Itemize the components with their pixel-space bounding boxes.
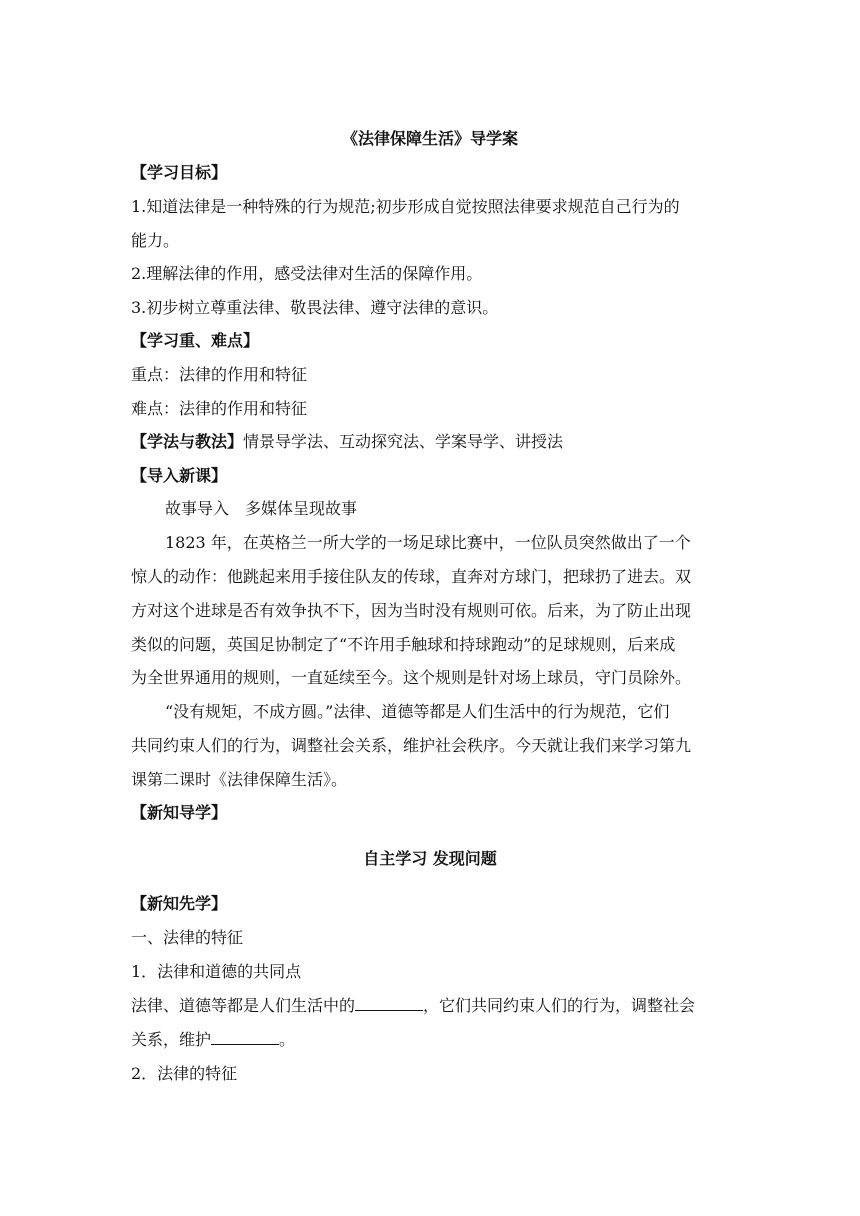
fill-blank-1[interactable] xyxy=(355,995,423,1011)
item-2-title: 2．法律的特征 xyxy=(131,1064,238,1083)
key-points-heading: 【学习重、难点】 xyxy=(131,331,260,350)
story-line-1: 1823 年，在英格兰一所大学的一场足球比赛中，一位队员突然做出了一个 xyxy=(165,533,691,552)
document-title: 《法律保障生活》导学案 xyxy=(341,129,518,148)
objective-3: 3.初步树立尊重法律、敬畏法律、遵守法律的意识。 xyxy=(131,298,499,317)
fill-text-1a: 法律、道德等都是人们生活中的 xyxy=(131,996,356,1015)
objective-1-line-1: 1.知道法律是一种特殊的行为规范;初步形成自觉按照法律要求规范自己行为的 xyxy=(131,197,680,216)
story-line-4: 类似的问题，英国足协制定了“不许用手触球和持球跑动”的足球规则，后来成 xyxy=(131,635,676,654)
methods-heading: 【学法与教法】 xyxy=(131,432,244,451)
part-1-title: 一、法律的特征 xyxy=(131,928,244,947)
fill-blank-2[interactable] xyxy=(211,1029,279,1045)
intro-heading: 【导入新课】 xyxy=(131,466,228,485)
objective-1-line-2: 能力。 xyxy=(131,231,180,250)
fill-line-2 xyxy=(131,1029,731,1051)
story-line-3: 方对这个进球是否有效争执不下，因为当时没有规则可依。后来，为了防止出现 xyxy=(131,601,692,620)
fill-text-2b: 。 xyxy=(279,1030,296,1049)
intro-para2-line-3: 课第二课时《法律保障生活》。 xyxy=(131,770,348,789)
story-line-5: 为全世界通用的规则，一直延续至今。这个规则是针对场上球员，守门员除外。 xyxy=(131,668,692,687)
section-title: 自主学习 发现问题 xyxy=(363,849,497,868)
pre-learning-heading: 【新知先学】 xyxy=(131,894,228,913)
difficult-point: 难点：法律的作用和特征 xyxy=(131,399,308,418)
methods-line xyxy=(131,431,731,453)
fill-text-1b: ，它们共同约束人们的行为，调整社会 xyxy=(423,996,696,1015)
item-1-title: 1．法律和道德的共同点 xyxy=(131,962,302,981)
objectives-heading: 【学习目标】 xyxy=(131,163,228,182)
guide-heading: 【新知导学】 xyxy=(131,803,228,822)
key-point: 重点：法律的作用和特征 xyxy=(131,365,308,384)
objective-2: 2.理解法律的作用，感受法律对生活的保障作用。 xyxy=(131,264,483,283)
fill-text-2a: 关系，维护 xyxy=(131,1030,212,1049)
intro-para2-line-2: 共同约束人们的行为，调整社会关系，维护社会秩序。今天就让我们来学习第九 xyxy=(131,736,692,755)
intro-subheading: 故事导入 多媒体呈现故事 xyxy=(165,499,358,518)
intro-para2-line-1: “没有规矩，不成方圆。”法律、道德等都是人们生活中的行为规范，它们 xyxy=(165,702,670,721)
story-line-2: 惊人的动作：他跳起来用手接住队友的传球，直奔对方球门，把球扔了进去。双 xyxy=(131,567,692,586)
methods-text: 情景导学法、互动探究法、学案导学、讲授法 xyxy=(243,432,564,451)
fill-line-1 xyxy=(131,995,731,1017)
